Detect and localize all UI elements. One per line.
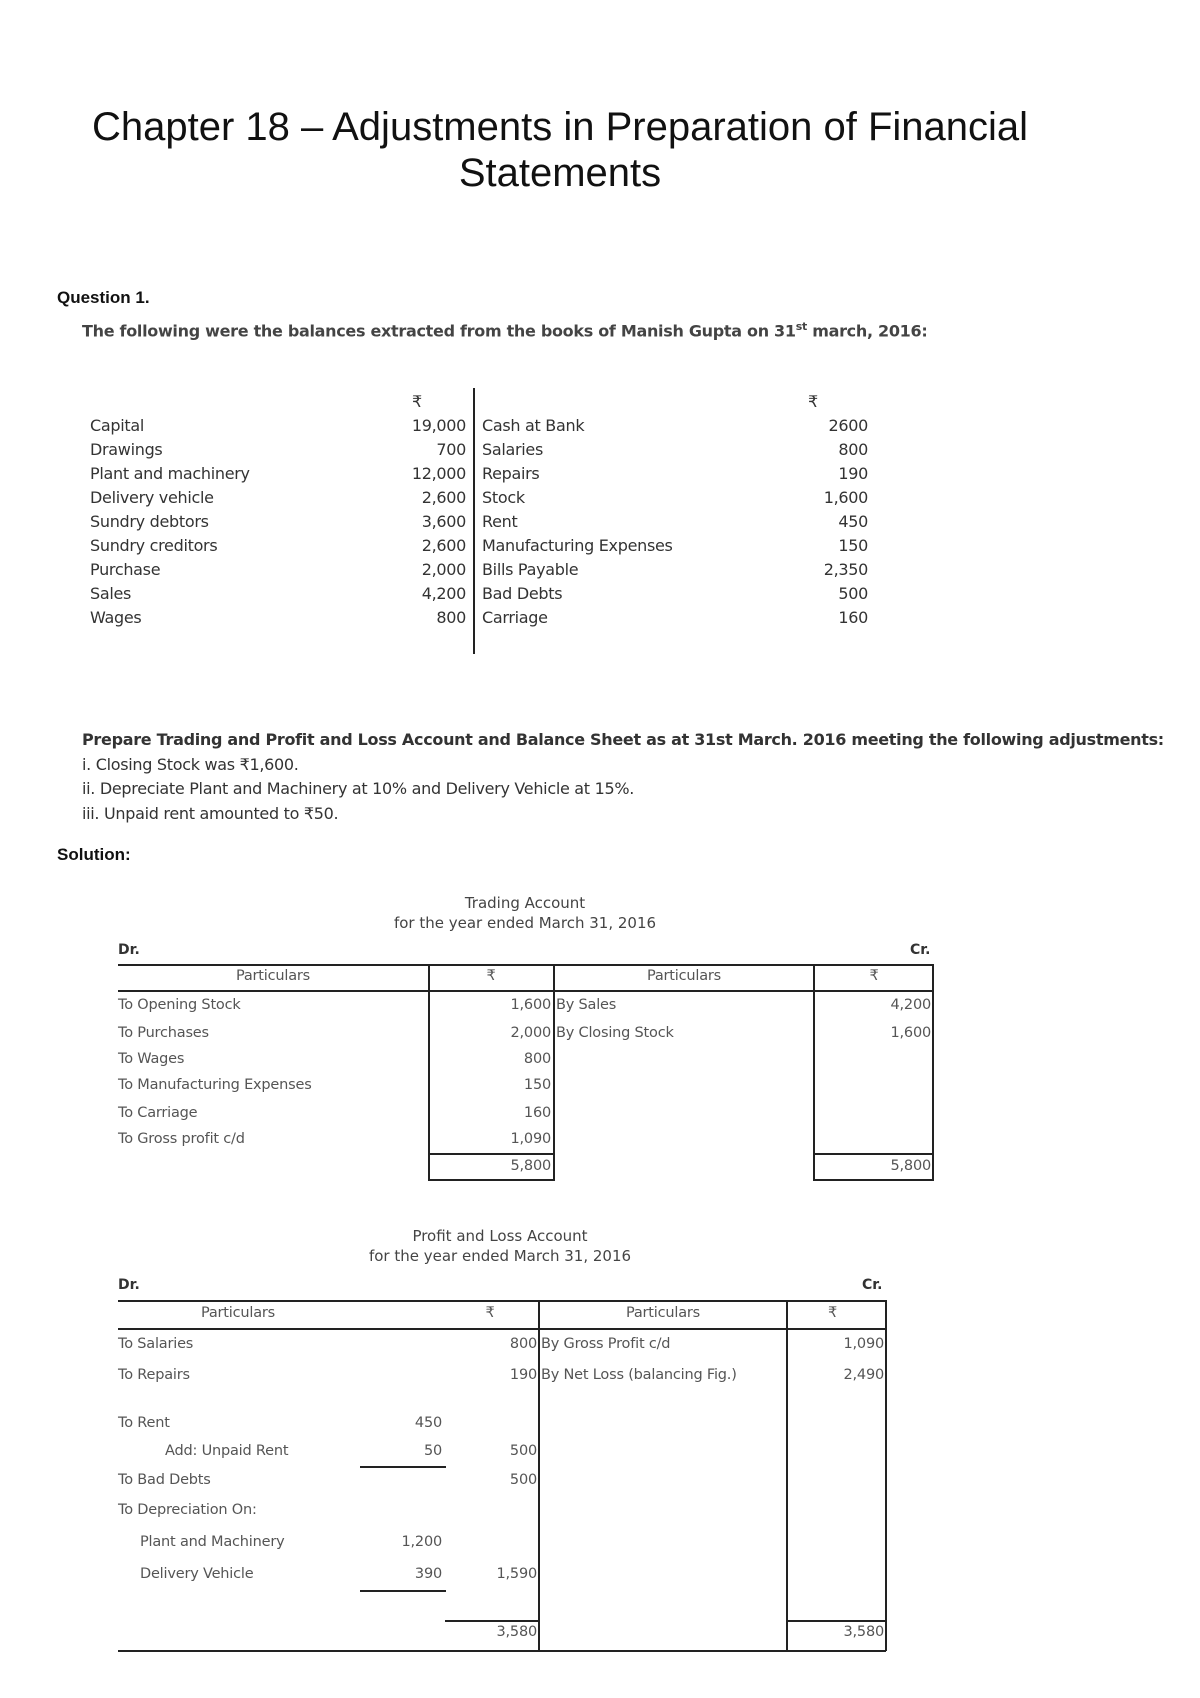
balance-name: Drawings [90, 440, 163, 459]
balance-name: Wages [90, 608, 142, 627]
trading-title: Trading Account [464, 894, 586, 912]
balance-amount: 4,200 [421, 584, 466, 603]
balance-name: Sales [90, 584, 132, 603]
balance-name: Bad Debts [482, 584, 563, 603]
intro-sup: st [795, 320, 807, 333]
pl-credit-label: By Net Loss (balancing Fig.) [541, 1367, 737, 1383]
balance-amount: 800 [436, 608, 466, 627]
title-line-1: Chapter 18 – Adjustments in Preparation of Financial [91, 105, 1029, 149]
pl-col-particulars-cr: Particulars [625, 1305, 701, 1321]
trading-col-particulars-dr: Particulars [235, 968, 311, 984]
balances-divider [473, 388, 475, 654]
balance-amount: 2600 [828, 416, 868, 435]
balance-name: Capital [90, 416, 145, 435]
balances-right-currency: ₹ [808, 392, 818, 411]
pl-header-rule [118, 1328, 886, 1330]
trading-header-rule [118, 990, 933, 992]
intro-before: The following were the balances extracted from the books of Manish Gupta on 31 [82, 321, 796, 341]
trading-debit-label: To Manufacturing Expenses [118, 1077, 312, 1093]
pl-rent-label: To Rent [118, 1415, 170, 1431]
trading-debit-label: To Purchases [118, 1025, 209, 1041]
trading-credit-label: By Sales [556, 997, 617, 1013]
pl-credit-amount: 1,090 [843, 1336, 884, 1352]
question-label: Question 1. [57, 288, 150, 307]
trading-debit-label: To Opening Stock [118, 997, 241, 1013]
instruction-line: iii. Unpaid rent amounted to ₹50. [82, 803, 339, 823]
pl-col-currency-cr: ₹ [828, 1305, 838, 1321]
trading-vline [932, 964, 934, 1180]
pl-vline [885, 1300, 887, 1651]
balance-name: Repairs [482, 464, 540, 483]
balance-amount: 450 [838, 512, 868, 531]
pl-title: Profit and Loss Account [412, 1227, 588, 1245]
pl-unpaid-rent-sub: 50 [423, 1443, 442, 1459]
pl-vehicle-label: Delivery Vehicle [140, 1566, 254, 1582]
pl-subtitle: for the year ended March 31, 2016 [368, 1247, 632, 1265]
pl-bottom-rule [118, 1650, 886, 1652]
trading-debit-amount: 2,000 [510, 1025, 551, 1041]
balance-name: Stock [482, 488, 525, 507]
trading-debit-amount: 1,090 [510, 1131, 551, 1147]
trading-dr: Dr. [118, 942, 140, 958]
pl-cr: Cr. [862, 1277, 883, 1293]
trading-total-debit: 5,800 [510, 1158, 551, 1174]
instruction-line: ii. Depreciate Plant and Machinery at 10% and Delivery Vehicle at 15%. [82, 779, 635, 798]
pl-rent-sub: 450 [414, 1415, 442, 1431]
trading-top-rule [118, 964, 933, 966]
balance-amount: 500 [838, 584, 868, 603]
pl-total-credit: 3,580 [843, 1624, 884, 1640]
pl-col-currency-dr: ₹ [485, 1305, 495, 1321]
pl-depreciation-label: To Depreciation On: [118, 1502, 257, 1518]
trading-col-currency-cr: ₹ [869, 968, 879, 984]
pl-bad-debts-amount: 500 [509, 1472, 537, 1488]
balance-amount: 700 [436, 440, 466, 459]
adjustments-block [82, 728, 1164, 826]
pl-total-rule-dr [445, 1620, 540, 1622]
trading-col-currency-dr: ₹ [486, 968, 496, 984]
trading-total-credit: 5,800 [890, 1158, 931, 1174]
pl-dr: Dr. [118, 1277, 140, 1293]
trading-debit-amount: 150 [523, 1077, 551, 1093]
balance-name: Manufacturing Expenses [482, 536, 673, 555]
trading-debit-label: To Gross profit c/d [118, 1131, 245, 1147]
balance-amount: 2,000 [421, 560, 466, 579]
pl-credit-label: By Gross Profit c/d [541, 1336, 671, 1352]
balance-name: Purchase [90, 560, 161, 579]
solution-label: Solution: [57, 845, 131, 864]
trading-subtitle: for the year ended March 31, 2016 [393, 914, 657, 932]
balance-name: Delivery vehicle [90, 488, 214, 507]
pl-repairs-amount: 190 [509, 1367, 537, 1383]
balances-right-amounts [760, 414, 868, 630]
balances-left-names [90, 414, 330, 630]
balance-name: Rent [482, 512, 518, 531]
trading-cr: Cr. [910, 942, 931, 958]
pl-depreciation-subtotal-rule [360, 1590, 446, 1592]
trading-bottom-rule-cr [813, 1179, 934, 1181]
instruction-line: i. Closing Stock was ₹1,600. [82, 754, 299, 774]
balance-amount: 19,000 [411, 416, 466, 435]
trading-col-particulars-cr: Particulars [646, 968, 722, 984]
pl-rent-subtotal-rule [360, 1466, 446, 1468]
trading-credit-label: By Closing Stock [556, 1025, 674, 1041]
balance-name: Plant and machinery [90, 464, 250, 483]
intro-after: march, 2016: [806, 321, 928, 341]
balance-amount: 12,000 [411, 464, 466, 483]
balance-name: Sundry debtors [90, 512, 209, 531]
balance-amount: 190 [838, 464, 868, 483]
balance-amount: 160 [838, 608, 868, 627]
pl-total-debit: 3,580 [496, 1624, 537, 1640]
pl-salaries-label: To Salaries [118, 1336, 194, 1352]
balance-name: Bills Payable [482, 560, 579, 579]
trading-total-rule-dr [428, 1153, 555, 1155]
pl-vehicle-sub: 390 [414, 1566, 442, 1582]
trading-debit-label: To Wages [118, 1051, 185, 1067]
trading-credit-amount: 1,600 [890, 1025, 931, 1041]
trading-bottom-rule-dr [428, 1179, 555, 1181]
balance-amount: 150 [838, 536, 868, 555]
pl-bad-debts-label: To Bad Debts [118, 1472, 211, 1488]
balance-name: Carriage [482, 608, 548, 627]
pl-plant-sub: 1,200 [401, 1534, 442, 1550]
pl-plant-label: Plant and Machinery [140, 1534, 285, 1550]
pl-salaries-amount: 800 [509, 1336, 537, 1352]
pl-repairs-label: To Repairs [118, 1367, 190, 1383]
balance-name: Sundry creditors [90, 536, 218, 555]
balances-right-names [482, 414, 742, 630]
page-title [0, 104, 1120, 196]
trading-total-rule-cr [813, 1153, 934, 1155]
instruction-line: Prepare Trading and Profit and Loss Account and Balance Sheet as at 31st March. 2016 meeting the following adjustments: [82, 730, 1164, 749]
pl-col-particulars-dr: Particulars [200, 1305, 276, 1321]
balances-left-currency: ₹ [412, 392, 422, 411]
title-line-2: Statements [458, 151, 662, 195]
pl-vline [538, 1300, 540, 1651]
balance-amount: 2,600 [421, 536, 466, 555]
balance-amount: 3,600 [421, 512, 466, 531]
trading-debit-amount: 160 [523, 1105, 551, 1121]
balance-amount: 1,600 [823, 488, 868, 507]
trading-debit-label: To Carriage [118, 1105, 198, 1121]
balance-amount: 800 [838, 440, 868, 459]
balances-left-amounts [360, 414, 466, 630]
balance-name: Salaries [482, 440, 544, 459]
pl-credit-amount: 2,490 [843, 1367, 884, 1383]
pl-top-rule [118, 1300, 886, 1302]
trading-credit-amount: 4,200 [890, 997, 931, 1013]
balance-amount: 2,600 [421, 488, 466, 507]
pl-depreciation-amount: 1,590 [496, 1566, 537, 1582]
intro-text [82, 320, 927, 340]
balance-amount: 2,350 [823, 560, 868, 579]
pl-rent-amount: 500 [509, 1443, 537, 1459]
trading-debit-amount: 1,600 [510, 997, 551, 1013]
balance-name: Cash at Bank [482, 416, 585, 435]
pl-total-rule-cr [786, 1620, 886, 1622]
trading-debit-amount: 800 [523, 1051, 551, 1067]
pl-vline [786, 1300, 788, 1651]
pl-unpaid-rent-label: Add: Unpaid Rent [165, 1443, 289, 1459]
trading-vline [553, 964, 555, 1180]
